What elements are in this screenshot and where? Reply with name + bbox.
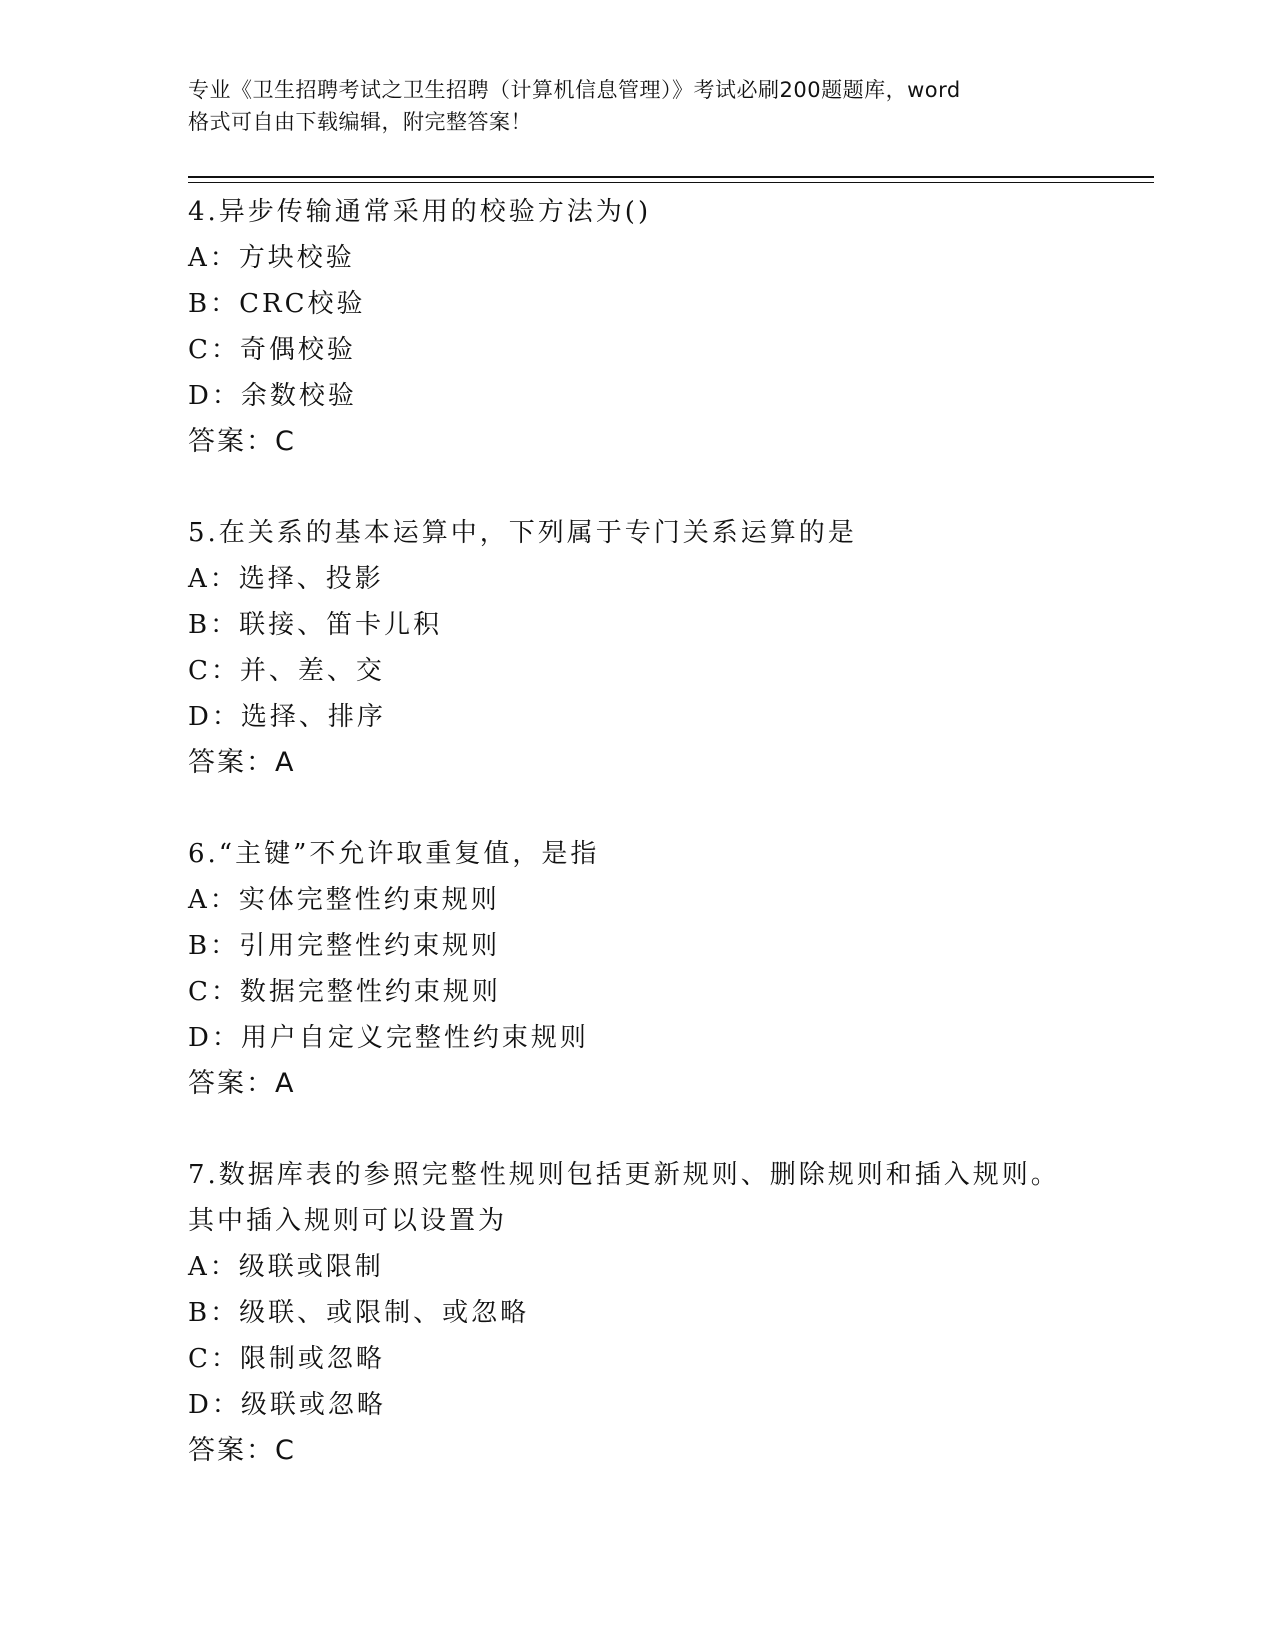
answer-option <box>188 373 1148 419</box>
answer-option <box>188 1015 1148 1061</box>
answer-option <box>188 923 1148 969</box>
question-block <box>188 831 1148 1107</box>
option-text: 余数校验 <box>240 381 357 411</box>
option-letter: D： <box>188 1390 241 1420</box>
question-stem: 6.“主键”不允许取重复值，是指 <box>188 839 600 869</box>
option-text: 方块校验 <box>238 243 355 273</box>
option-text: 联接、笛卡儿积 <box>239 610 443 640</box>
answer-key: 答案：C <box>188 1435 296 1466</box>
option-letter: B： <box>188 610 240 640</box>
answer-option <box>188 235 1148 281</box>
option-letter: D： <box>188 702 241 732</box>
answer-option <box>188 877 1148 923</box>
option-letter: C： <box>188 1344 240 1374</box>
option-letter: B： <box>188 1298 240 1328</box>
answer-option <box>188 969 1148 1015</box>
option-letter: D： <box>188 1023 241 1053</box>
answer-option <box>188 1244 1148 1290</box>
question-stem: 7.数据库表的参照完整性规则包括更新规则、删除规则和插入规则。 <box>188 1160 1060 1190</box>
answer-option <box>188 648 1148 694</box>
header-divider-thin <box>188 182 1154 183</box>
option-text: 限制或忽略 <box>239 1344 385 1374</box>
document-header <box>188 74 1088 138</box>
question-stem: 5.在关系的基本运算中，下列属于专门关系运算的是 <box>188 518 857 548</box>
answer-key: 答案：C <box>188 426 296 457</box>
answer-option <box>188 1290 1148 1336</box>
option-letter: C： <box>188 656 240 686</box>
option-text: 用户自定义完整性约束规则 <box>240 1023 589 1053</box>
question-block <box>188 189 1148 465</box>
option-letter: A： <box>188 243 239 273</box>
option-text: 级联、或限制、或忽略 <box>239 1298 530 1328</box>
question-stem: 4.异步传输通常采用的校验方法为() <box>188 197 652 227</box>
option-letter: A： <box>188 564 239 594</box>
answer-option <box>188 694 1148 740</box>
answer-option <box>188 1382 1148 1428</box>
question-block <box>188 510 1148 786</box>
option-text: 级联或限制 <box>238 1252 384 1282</box>
option-letter: C： <box>188 335 240 365</box>
answer-key: 答案：A <box>188 747 296 778</box>
option-letter: C： <box>188 977 240 1007</box>
option-text: 选择、排序 <box>240 702 386 732</box>
option-text: CRC校验 <box>239 289 366 319</box>
answer-option <box>188 556 1148 602</box>
option-letter: A： <box>188 1252 239 1282</box>
option-text: 选择、投影 <box>238 564 384 594</box>
option-text: 奇偶校验 <box>239 335 356 365</box>
header-divider-thick <box>188 176 1154 178</box>
header-line-2: 格式可自由下载编辑，附完整答案！ <box>188 110 532 134</box>
answer-option <box>188 281 1148 327</box>
option-letter: A： <box>188 885 239 915</box>
option-text: 引用完整性约束规则 <box>239 931 501 961</box>
option-letter: B： <box>188 931 240 961</box>
answer-option <box>188 1336 1148 1382</box>
option-text: 并、差、交 <box>239 656 385 686</box>
option-text: 实体完整性约束规则 <box>238 885 500 915</box>
option-letter: D： <box>188 381 241 411</box>
question-block <box>188 1152 1148 1474</box>
answer-key: 答案：A <box>188 1068 296 1099</box>
header-line-1: 专业《卫生招聘考试之卫生招聘（计算机信息管理）》考试必刷200题题库，word <box>188 78 961 102</box>
question-list <box>188 189 1148 1519</box>
question-stem: 其中插入规则可以设置为 <box>188 1206 508 1236</box>
answer-option <box>188 602 1148 648</box>
option-text: 数据完整性约束规则 <box>239 977 501 1007</box>
option-text: 级联或忽略 <box>240 1390 386 1420</box>
answer-option <box>188 327 1148 373</box>
option-letter: B： <box>188 289 240 319</box>
